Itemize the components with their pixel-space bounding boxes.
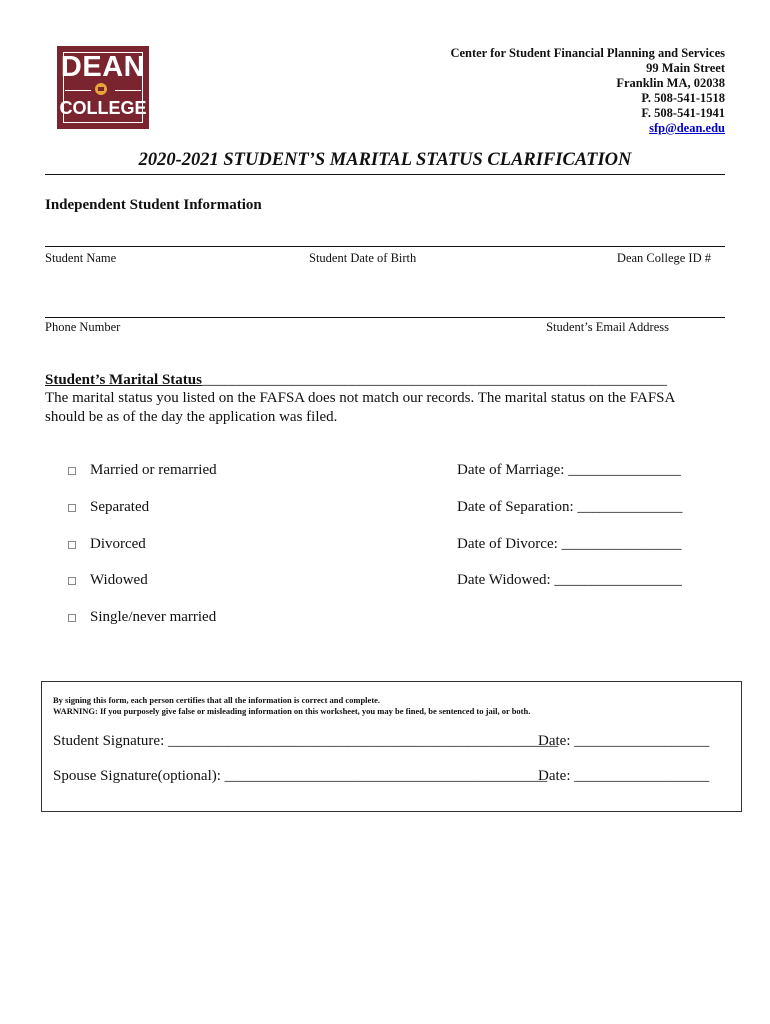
option-label: Single/never married xyxy=(90,609,217,625)
phone-email-line[interactable] xyxy=(45,317,725,318)
city-state-zip: Franklin MA, 02038 xyxy=(616,76,725,90)
option-married[interactable] xyxy=(68,462,217,479)
student-name-label: Student Name xyxy=(45,251,117,265)
building-emblem-icon xyxy=(95,83,107,95)
checkbox-icon[interactable] xyxy=(68,577,76,585)
marital-heading-line: ______________________________________________________________ xyxy=(201,372,667,388)
checkbox-icon[interactable] xyxy=(68,614,76,622)
form-title: 2020-2021 STUDENT’S MARITAL STATUS CLARIFICATION xyxy=(138,150,632,170)
checkbox-icon[interactable] xyxy=(68,504,76,512)
street-address: 99 Main Street xyxy=(646,61,725,75)
spouse-date-field[interactable]: Date: __________________ xyxy=(538,768,710,784)
instruction-line-1: The marital status you listed on the FAFSA does not match our records. The marital status on the FAFSA xyxy=(45,390,676,406)
checkbox-icon[interactable] xyxy=(68,541,76,549)
fax-number: F. 508-541-1941 xyxy=(641,106,725,120)
checkbox-icon[interactable] xyxy=(68,467,76,475)
dob-label: Student Date of Birth xyxy=(309,251,417,265)
marital-heading-text: Student’s Marital Status xyxy=(45,372,202,388)
date-of-marriage-field[interactable]: Date of Marriage: _______________ xyxy=(457,462,681,478)
contact-block xyxy=(450,46,725,136)
logo-text-college: COLLEGE xyxy=(59,98,147,118)
email-link[interactable]: sfp@dean.edu xyxy=(649,121,725,135)
option-label: Widowed xyxy=(90,572,148,588)
marital-instructions xyxy=(45,389,675,427)
option-divorced[interactable] xyxy=(68,536,146,553)
option-separated[interactable] xyxy=(68,499,149,516)
office-name: Center for Student Financial Planning and Services xyxy=(450,46,725,60)
phone-number: P. 508-541-1518 xyxy=(641,91,725,105)
dean-college-logo xyxy=(57,46,149,129)
certification-statement: By signing this form, each person certifies that all the information is correct and complete. xyxy=(53,695,381,705)
logo-text-dean: DEAN xyxy=(60,51,146,83)
marital-status-heading xyxy=(45,372,667,389)
date-of-separation-field[interactable]: Date of Separation: ______________ xyxy=(457,499,683,515)
email-label: Student’s Email Address xyxy=(546,320,669,334)
option-label: Married or remarried xyxy=(90,462,217,478)
title-rule xyxy=(45,174,725,175)
student-date-field[interactable]: Date: __________________ xyxy=(538,733,710,749)
student-signature-field[interactable]: Student Signature: ____________________________________________________ xyxy=(53,733,558,749)
option-single[interactable] xyxy=(68,609,216,626)
certification-text xyxy=(53,695,530,717)
date-of-divorce-field[interactable]: Date of Divorce: ________________ xyxy=(457,536,682,552)
spouse-signature-field[interactable]: Spouse Signature(optional): ___________________________________________ xyxy=(53,768,548,784)
phone-label: Phone Number xyxy=(45,320,121,334)
option-label: Divorced xyxy=(90,536,146,552)
student-name-line[interactable] xyxy=(45,246,725,247)
logo-divider xyxy=(59,83,147,97)
date-widowed-field[interactable]: Date Widowed: _________________ xyxy=(457,572,682,588)
warning-statement: WARNING: If you purposely give false or misleading information on this worksheet, you may be fined, be sentenced to jail, or both. xyxy=(53,706,531,716)
college-id-label: Dean College ID # xyxy=(616,251,711,265)
option-widowed[interactable] xyxy=(68,572,148,589)
instruction-line-2: should be as of the day the application was filed. xyxy=(45,409,338,425)
option-label: Separated xyxy=(90,499,150,515)
independent-heading: Independent Student Information xyxy=(45,197,262,213)
